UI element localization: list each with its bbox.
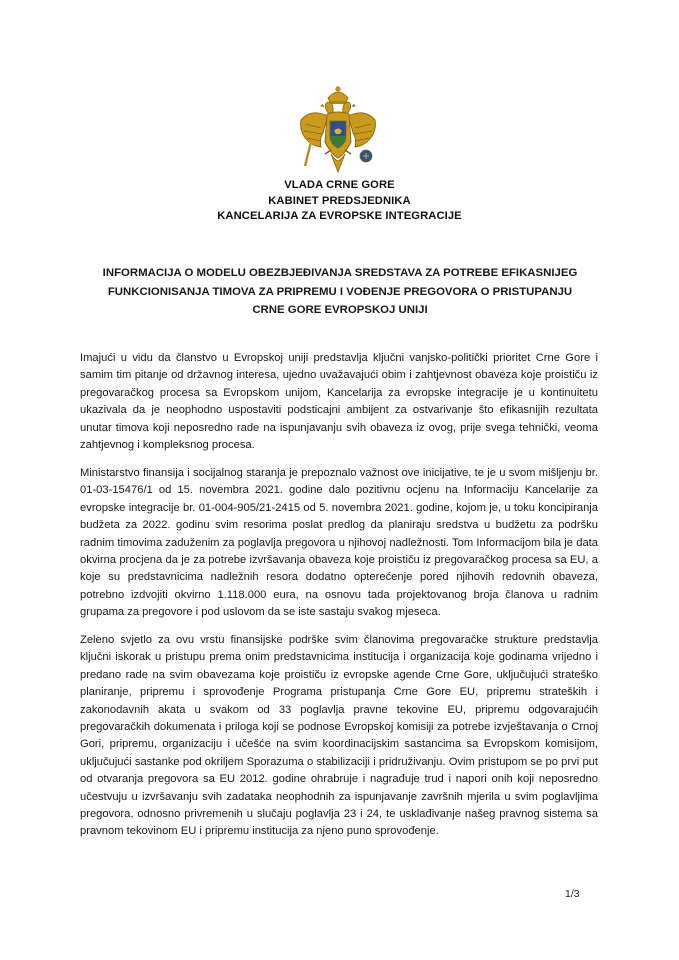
- government-name: VLADA CRNE GORE: [284, 179, 395, 191]
- coat-of-arms-icon: [295, 84, 381, 178]
- document-title: INFORMACIJA O MODELU OBEZBJEĐIVANJA SREDSTAVA ZA POTREBE EFIKASNIJEG FUNKCIONISANJA TIMOVA ZA PRIPREMU I VOĐENJE PREGOVORA O PRISTUPANJU CRNE GORE EVROPSKOJ UNIJI: [102, 267, 578, 316]
- body-paragraph-1: Imajući u vidu da članstvo u Evropskoj uniji predstavlja ključni vanjsko-politički prioritet Crne Gore i samim tim pitanje od državnog interesa, ujedno uvažavajući obim i zahtjevnost obaveza koje proističu iz pregovaračkog procesa sa Evropskom unijom, Kancelarija za evropske integracije je u kontinuitetu ukazivala da je neophodno uspostaviti podsticajni ambijent za ostvarivanje što efikasnijih rezultata unutar timova koji neposredno rade na ispunjavanju svih obaveza iz ovog, prije svega tehnički, veoma zahtjevnog i kompleksnog procesa.: [80, 352, 598, 452]
- office-name: KANCELARIJA ZA EVROPSKE INTEGRACIJE: [217, 210, 462, 222]
- page-number: 1/3: [565, 888, 580, 900]
- cabinet-name: KABINET PREDSJEDNIKA: [268, 194, 411, 207]
- body-paragraph-2: Ministarstvo finansija i socijalnog staranja je prepoznalo važnost ove inicijative, te je u svom mišljenju br. 01-03-15476/1 od 15. novembra 2021. godine dalo pozitivnu ocjenu na Informaciju Kancelarije za evropske integracije br. 01-004-905/21-2415 od 5. novembra 2021. godine, kojom je, u toku koncipiranja budžeta za 2022. godinu svim resorima poslat predlog da planiraju sredstva u budžetu za podršku radnim timovima zaduženim za poglavlja pregovora u njihovoj nadležnosti. Tom Informacijom bila je data okvirna procjena da je za potrebe izvršavanja obaveza koje proističu iz pregovaračkog procesa sa EU, a koje su predstavnicima nadležnih resora dodatno opterećenje pored njihovih redovnih obaveza, potrebno izdvojiti okvirno 1.118.000 eura, na osnovu tada projektovanog broja članova u radnim grupama za pregovore i pod uslovom da se iste sastaju svakog mjeseca.: [80, 467, 598, 619]
- body-paragraph-3: Zeleno svjetlo za ovu vrstu finansijske podrške svim članovima pregovaračke strukture predstavlja ključni iskorak u pristupu prema onim predstavnicima institucija i organizacija koje godinama vrijedno i predano rade na svim obavezama koje proističu iz evropske agende Crne Gore, uključujući strateško planiranje, pripremu i sprovođenje Programa pristupanja Crne Gore EU, pripremu strateških i zakonodavnih akata u svakom od 33 poglavlja pravne tekovine EU, pripremu odgovarajućih pregovaračkih dokumenata i priloga koji se podnose Evropskoj komisiji za potrebe izvještavanja o Crnoj Gori, pripremu, organizaciju i učešće na svim koordinacijskim sastancima sa Evropskom komisijom, uključujući sastanke pod okriljem Sporazuma o stabilizaciji i pridruživanju. Ovim pristupom se po prvi put od otvaranja pregovora sa EU 2012. godine ohrabruje i nagrađuje trud i napori onih koji neposredno učestvuju u izvršavanju svih zadataka neophodnih za ispunjavanje završnih mjerila u svim poglavljima pregovora, odnosno privremenih u slučaju poglavlja 23 i 24, te usklađivanje našeg pravnog sistema sa pravnom tekovinom EU i pripremu institucija za njeno puno sprovođenje.: [80, 634, 598, 838]
- institution-header: [0, 178, 679, 225]
